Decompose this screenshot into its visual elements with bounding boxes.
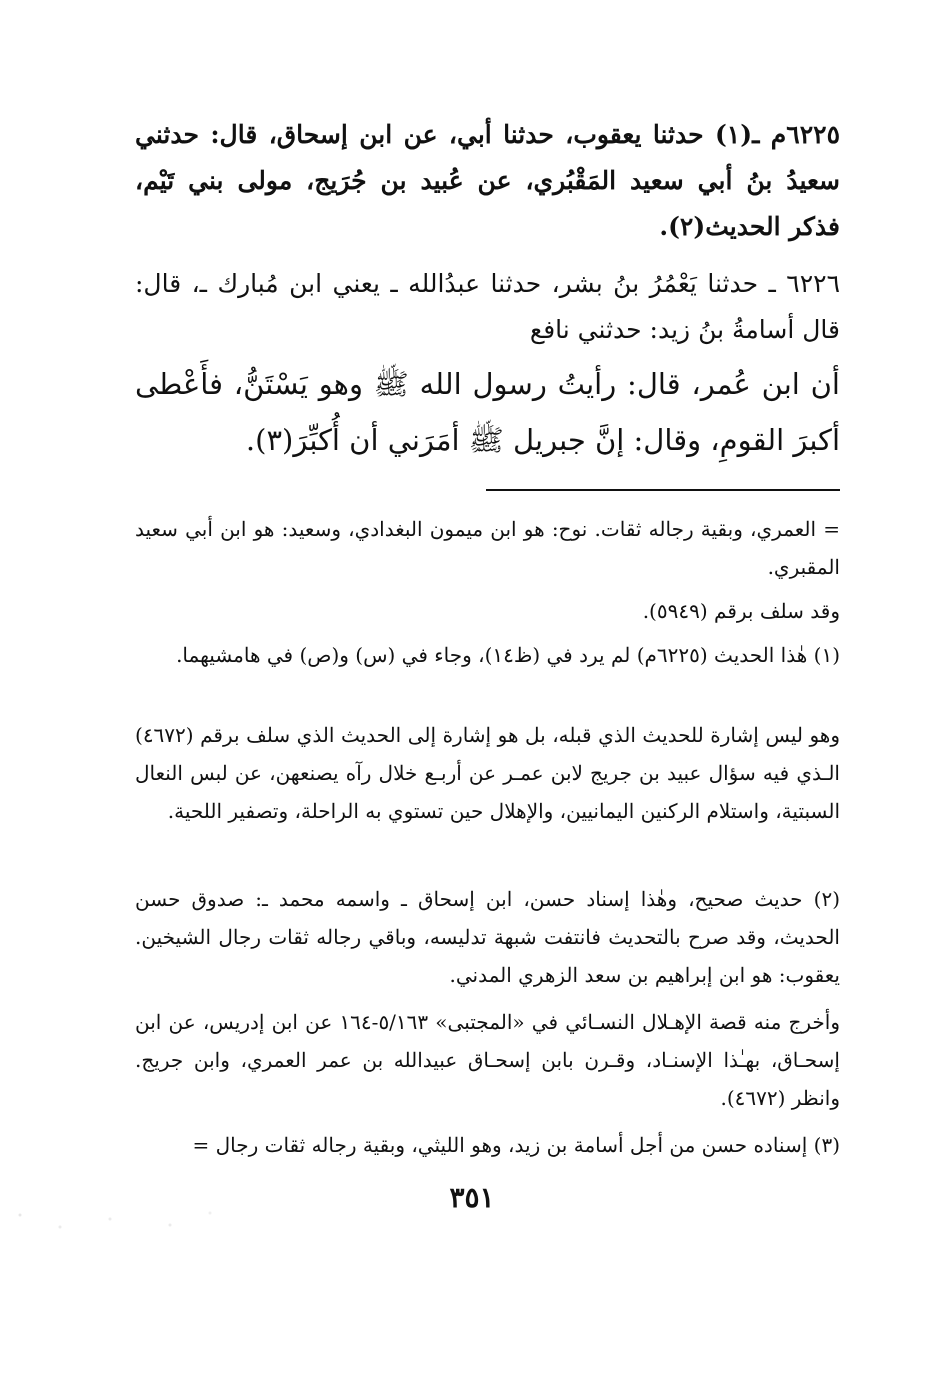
hadith-6225: ٦٢٢٥م ـ(١) حدثنا يعقوب، حدثنا أبي، عن ابن إسحاق، قال: حدثني سعيدُ بنُ أبي سعيد المَقْبُري، عن عُبيد بن جُرَيج، مولى بني تَيْم، فذكر الحديث(٢).: [135, 120, 840, 241]
hadith-6226-matn: أن ابن عُمر، قال: رأيتُ رسول الله ﷺ وهو يَسْتَنُّ، فأَعْطى أكبرَ القومِ، وقال: إنَّ جبريل ﷺ أمَرَني أن أُكبِّرَ(٣).: [135, 367, 840, 457]
footnote-cross-reference: وقد سلف برقم (٥٩٤٩).: [642, 599, 840, 623]
footnote-1: (١) هٰذا الحديث (٦٢٢٥م) لم يرد في (ظ١٤)، وجاء في (س) و(ص) في هامشيهما.: [176, 643, 840, 667]
footnote-divider: [486, 489, 840, 491]
hadith-6226-isnad: ٦٢٢٦ ـ حدثنا يَعْمُرُ بنُ بشر، حدثنا عبدُالله ـ يعني ابن مُبارك ـ، قال: قال أسامةُ بنُ زيد: حدثني نافع: [135, 269, 840, 344]
footnote-3: (٣) إسناده حسن من أجل أسامة بن زيد، وهو الليثي، وبقية رجاله ثقات رجال =: [192, 1133, 840, 1157]
page-number: ٣٥١: [449, 1181, 495, 1214]
footnote-2: (٢) حديث صحيح، وهٰذا إسناد حسن، ابن إسحاق ـ واسمه محمد ـ: صدوق حسن الحديث، وقد صرح بالتحديث فانتفت شبهة تدليسه، وباقي رجاله ثقات رجال الشيخين. يعقوب: هو ابن إبراهيم بن سعد الزهري المدني.: [135, 887, 840, 987]
footnote-1-explanation: وهو ليس إشارة للحديث الذي قبله، بل هو إشارة إلى الحديث الذي سلف برقم (٤٦٧٢) الـذي فيه سؤال عبيد بن جريج لابن عمـر عن أربـع خلال رآه يصنعهن، عن لبس النعال السبتية، واستلام الركنين اليمانيين، والإهلال حين تستوي به الراحلة، وتصفير اللحية.: [135, 723, 840, 823]
footnote-2-takhrij: وأخرج منه قصة الإهـلال النسـائي في «المجتبى» ٥/١٦٣-١٦٤ عن ابن إدريس، عن ابن إسحـاق، بهـٰذا الإسنـاد، وقـرن بابن إسحـاق عبيدالله بن عمر العمري، وابن جريج. وانظر (٤٦٧٢).: [135, 1010, 840, 1110]
footnote-continuation: = العمري، وبقية رجاله ثقات. نوح: هو ابن ميمون البغدادي، وسعيد: هو ابن أبي سعيد المقبري.: [135, 517, 840, 579]
scan-noise: [0, 1195, 230, 1250]
